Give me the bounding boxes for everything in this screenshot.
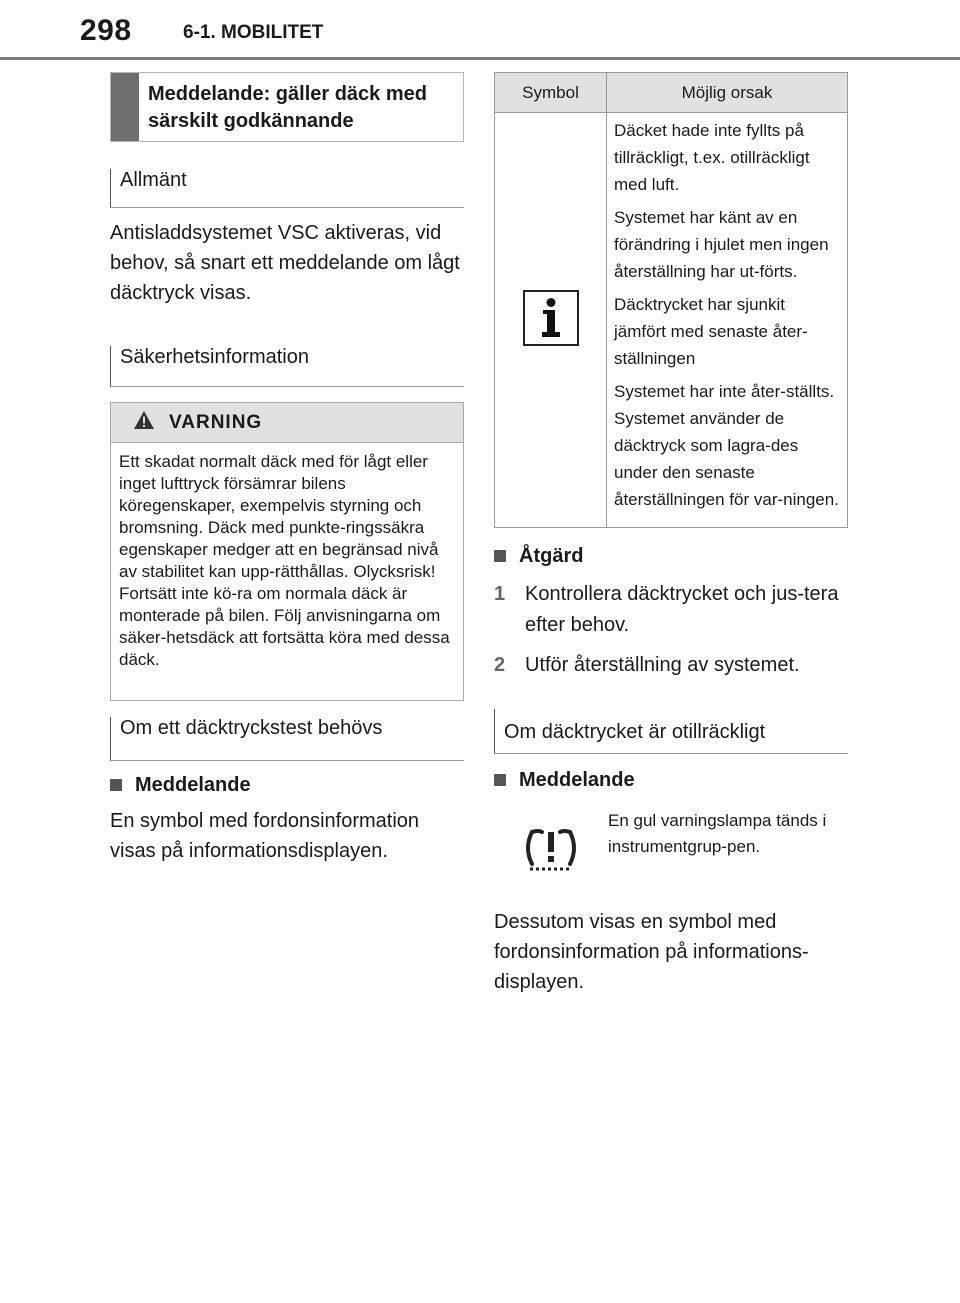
table-row: [495, 113, 848, 528]
section-label: 6-1. MOBILITET: [183, 22, 324, 43]
message-heading: [494, 768, 848, 792]
page-number: 298: [80, 14, 132, 47]
right-column: [494, 72, 848, 997]
step-number: 1: [494, 583, 506, 605]
header-rule: [0, 57, 960, 60]
heading-low-pressure: Om däcktrycket är otillräckligt: [494, 709, 848, 754]
bullet-square-icon: [494, 550, 506, 562]
action-heading: [494, 542, 848, 570]
table-header-row: [495, 73, 848, 113]
title-bar: [111, 73, 139, 141]
title-text: Meddelande: gäller däck med särskilt godkännande: [148, 83, 427, 132]
cause-item: Däcket hade inte fyllts på tillräckligt, t.ex. otillräckligt med luft.: [614, 121, 810, 194]
step-text: Kontrollera däcktrycket och jus-tera efter behov.: [525, 583, 839, 636]
warning-box: [110, 402, 464, 701]
cause-item: Systemet har känt av en förändring i hjulet men ingen återställning har ut-förts.: [614, 208, 829, 281]
lamp-note: [494, 802, 848, 881]
page-header: [0, 0, 960, 62]
lamp-icon-wrap: [494, 802, 608, 881]
step-number: 2: [494, 654, 506, 676]
heading-test: Om ett däcktryckstest behövs: [110, 717, 464, 761]
heading-general: Allmänt: [110, 169, 464, 208]
heading-safety: Säkerhetsinformation: [110, 346, 464, 387]
message-heading: [110, 773, 464, 797]
info-icon: [523, 290, 579, 346]
warning-text: Ett skadat normalt däck med för lågt eller inget lufttryck försämrar bilens köregenskaper, exempelvis styrning och bromsning. Däck med punkte-ringssäkra egenskaper medger att en begränsad nivå av stabilitet kan upp-rätthållas. Olycksrisk! Fortsätt inte kö-ra om normala däck är monterade på bilen. Följ anvisningarna om säker-hetsdäck att fortsätta köra med dessa däck.: [119, 452, 450, 669]
cause-item: Däcktrycket har sjunkit jämfört med senaste åter-ställningen: [614, 295, 808, 368]
message-text: En symbol med fordonsinformation visas på informationsdisplayen.: [110, 810, 420, 862]
step-item: [494, 650, 848, 681]
warning-header: [111, 403, 463, 443]
action-heading-text: Åtgärd: [519, 544, 584, 567]
message-heading-text: Meddelande: [135, 773, 251, 796]
symbol-table: [494, 72, 848, 528]
message-heading-text: Meddelande: [519, 768, 635, 791]
table-header-cause: Möjlig orsak: [607, 73, 848, 113]
lamp-text: En gul varningslampa tänds i instrumentgrup-pen.: [608, 811, 827, 856]
table-cell-cause: [607, 113, 848, 528]
warning-triangle-icon: [133, 410, 155, 435]
left-column: [110, 72, 464, 866]
warning-title: VARNING: [169, 411, 263, 433]
final-text: Dessutom visas en symbol med fordonsinformation på informations-displayen.: [494, 911, 809, 993]
table-cell-symbol: [495, 113, 607, 528]
step-text: Utför återställning av systemet.: [525, 654, 800, 676]
bullet-square-icon: [494, 774, 506, 786]
general-text: Antisladdsystemet VSC aktiveras, vid behov, så snart ett meddelande om lågt däcktryck visas.: [110, 222, 460, 304]
tire-pressure-warning-icon: [522, 826, 580, 876]
cause-item: Systemet har inte åter-ställts. Systemet använder de däcktryck som lagra-des under den senaste återställningen för var-ningen.: [614, 382, 839, 509]
bullet-square-icon: [110, 779, 122, 791]
table-header-symbol: Symbol: [495, 73, 607, 113]
step-item: [494, 579, 848, 641]
title-box: [110, 72, 464, 142]
